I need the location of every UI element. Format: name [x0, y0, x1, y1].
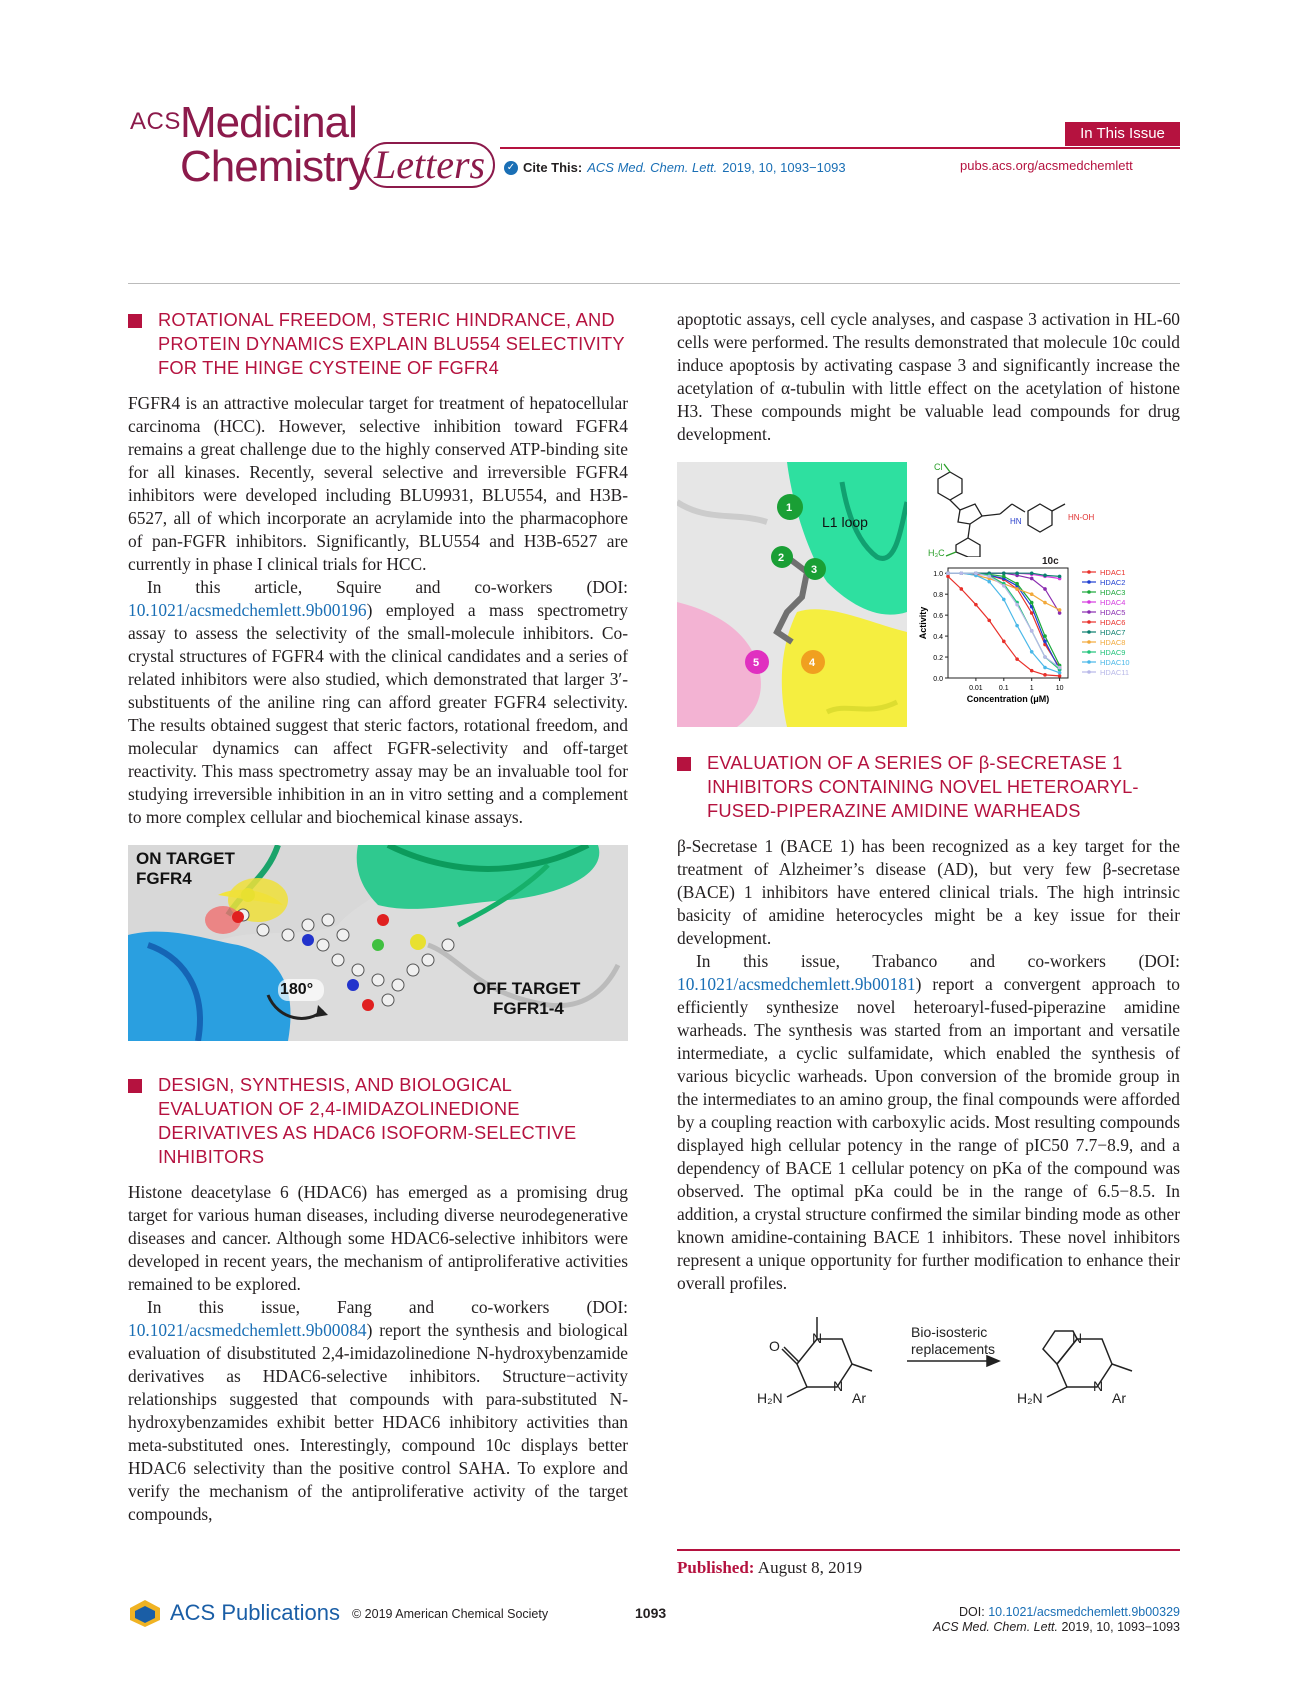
- nhoh-label: HN-OH: [1068, 513, 1095, 522]
- section3-paragraph2: In this issue, Trabanco and co-workers (DOI: 10.1021/acsmedchemlett.9b00181) report a convergent approach to efficiently synthesize novel heteroaryl-fused-piperazine amidine warheads. The synthesis was started from an important and versatile intermediate, a cyclic sulfamidate, which enabled the synthesis of various bicyclic warheads. Upon conversion of the bromide group in the intermediates to an amino group, the final compounds were afforded by a coupling reaction with carboxylic acids. Most resulting compounds displayed high cellular potency in the range of pIC50 7.7−8.9, and a dependency of BACE 1 cellular potency on pKa of the compound was observed. The optimal pKa could be in the range of 6.5−8.5. In addition, a crystal structure confirmed the similar binding mode as other known amidine-containing BACE 1 inhibitors. These novel inhibitors represent a unique opportunity for further modification to enhance their overall profiles.: [677, 951, 1180, 1293]
- legend-label-hdac10: HDAC10: [1100, 658, 1130, 667]
- section1-title: ROTATIONAL FREEDOM, STERIC HINDRANCE, AND PROTEIN DYNAMICS EXPLAIN BLU554 SELECTIVITY FOR THE HINGE CYSTEINE OF FGFR4: [158, 309, 625, 378]
- scheme-arrow-label-2: replacements: [911, 1341, 996, 1357]
- legend-label-hdac4: HDAC4: [1100, 598, 1126, 607]
- svg-text:1: 1: [786, 502, 793, 514]
- data-point-hdac10: [1015, 624, 1019, 628]
- y-tick-label: 1.0: [933, 571, 943, 579]
- data-point-hdac8: [1015, 587, 1019, 591]
- legend-marker-hdac11: [1087, 670, 1091, 674]
- journal-url[interactable]: pubs.acs.org/acsmedchemlett: [960, 158, 1133, 173]
- data-point-hdac11: [1015, 603, 1019, 607]
- data-point-hdac10: [1058, 671, 1062, 675]
- legend-marker-hdac6: [1087, 620, 1091, 624]
- published-line: [677, 1558, 862, 1578]
- scheme-h2n-2: H₂N: [1017, 1390, 1043, 1406]
- section2-paragraph2: In this issue, Fang and co-workers (DOI: 10.1021/acsmedchemlett.9b00084) report the synthesis and biological evaluation of disubstituted 2,4-imidazolinedione N-hydroxybenzamide derivatives as HDAC6-selective inhibitors. Structure−activity relationships suggested that compounds with para-substituted N-hydroxybenzamides exhibit better HDAC6 inhibitory activities than meta-substituted ones. Interestingly, compound 10c displays better HDAC6 selectivity than the positive control SAHA. To explore and verify the mechanism of the antiproliferative activity of the target compounds,: [128, 1297, 628, 1524]
- scheme-o: O: [769, 1338, 780, 1354]
- data-point-hdac8: [1058, 608, 1062, 612]
- compound-10c-structure: [920, 462, 1180, 557]
- cite-label: Cite This:: [523, 160, 583, 175]
- doi-link[interactable]: 10.1021/acsmedchemlett.9b00084: [128, 1320, 367, 1340]
- fig-angle-label: 180°: [280, 981, 314, 998]
- svg-text:5: 5: [753, 657, 760, 669]
- fgfr4-figure: [128, 845, 628, 1041]
- data-point-hdac6: [1043, 673, 1047, 677]
- journal-logo: [128, 100, 508, 200]
- data-point-hdac6: [987, 619, 991, 623]
- x-tick-label: 1: [1029, 685, 1034, 692]
- right-column: [677, 308, 1180, 1419]
- data-point-hdac11: [960, 571, 964, 575]
- x-tick-label: 0.01: [969, 685, 983, 692]
- cite-line[interactable]: [504, 160, 846, 175]
- page-number: 1093: [635, 1605, 667, 1621]
- logo-chemistry: Chemistry: [180, 142, 370, 191]
- compound-10c-label: 10c: [1042, 556, 1059, 567]
- legend-label-hdac11: HDAC11: [1100, 668, 1130, 677]
- section2-title: DESIGN, SYNTHESIS, AND BIOLOGICAL EVALUATION OF 2,4-IMIDAZOLINEDIONE DERIVATIVES AS HDAC6 ISOFORM-SELECTIVE INHIBITORS: [158, 1074, 577, 1167]
- data-point-hdac2: [1043, 640, 1047, 644]
- scheme-n1: N: [812, 1330, 823, 1346]
- h3c-label: H₃C: [928, 548, 945, 557]
- data-point-hdac1: [1030, 611, 1034, 615]
- cite-volume[interactable]: 2019, 10, 1093−1093: [722, 160, 846, 175]
- legend-marker-hdac3: [1087, 590, 1091, 594]
- footer-rule: [677, 1549, 1180, 1551]
- doi-link[interactable]: 10.1021/acsmedchemlett.9b00196: [128, 600, 367, 620]
- logo-medicinal: Medicinal: [180, 98, 357, 147]
- scheme-n3: N: [1072, 1330, 1083, 1346]
- x-tick-label: 10: [1055, 685, 1064, 692]
- fig-l1-loop-label: L1 loop: [822, 514, 868, 530]
- data-point-hdac3: [1002, 575, 1006, 579]
- data-point-hdac10: [1002, 598, 1006, 602]
- svg-text:4: 4: [809, 657, 816, 669]
- footer-doi: DOI: 10.1021/acsmedchemlett.9b00329 ACS Med. Chem. Lett. 2019, 10, 1093−1093: [932, 1605, 1180, 1634]
- data-point-hdac11: [946, 571, 950, 575]
- heading-square-icon: [128, 1079, 142, 1093]
- section3-heading: [677, 751, 1180, 823]
- x-tick-label: 0.1: [998, 685, 1009, 692]
- data-point-hdac11: [1058, 666, 1062, 670]
- data-point-hdac6: [1015, 657, 1019, 661]
- hdac6-docking-image: [677, 462, 907, 727]
- cl-label: Cl: [934, 462, 943, 472]
- hn-label: HN: [1010, 517, 1022, 526]
- data-point-hdac7: [1058, 575, 1062, 579]
- left-column: [128, 308, 628, 1526]
- series-line-hdac6: [948, 576, 1060, 676]
- hdac-figure: [677, 462, 1180, 727]
- legend-label-hdac6: HDAC6: [1100, 618, 1126, 627]
- data-point-hdac10: [987, 580, 991, 584]
- data-point-hdac5: [1030, 577, 1034, 581]
- heading-square-icon: [128, 314, 142, 328]
- data-point-hdac8: [1043, 601, 1047, 605]
- data-point-hdac6: [946, 575, 950, 579]
- section1-paragraph2: In this article, Squire and co-workers (DOI: 10.1021/acsmedchemlett.9b00196) employed a mass spectrometry assay to assess the selectivity of the small-molecule inhibitors. Co-crystal structures of FGFR4 with the clinical candidates and a series of related inhibitors were also studied, which demonstrated that larger 3′-substituents of the aniline ring can afford greater FGFR4 selectivity. The results obtained suggest that steric factors, rotational freedom, and molecular dynamics can affect FGFR-selectivity and off-target reactivity. This mass spectrometry assay may be an invaluable tool for studying irreversible inhibition in an in vitro setting and a complement to more complex cellular and biochemical kinase assays.: [128, 577, 628, 827]
- data-point-hdac7: [1030, 571, 1034, 575]
- y-tick-label: 0.8: [933, 592, 943, 600]
- section1-paragraph1: FGFR4 is an attractive molecular target for treatment of hepatocellular carcinoma (HCC). However, selective inhibition toward FGFR4 remains a great challenge due to the highly conserved ATP-binding site for all kinases. Recently, several selective and irreversible FGFR4 inhibitors were developed including BLU9931, BLU554, and H3B-6527, all of which incorporate an acrylamide into the pharmacophore of pan-FGFR inhibitors. Significantly, BLU554 and H3B-6527 are currently in phase I clinical trials for HCC.: [128, 393, 628, 574]
- data-point-hdac7: [1043, 574, 1047, 578]
- data-point-hdac10: [1030, 650, 1034, 654]
- acs-hexagon-icon: [128, 1598, 162, 1628]
- header-rule: [500, 147, 1180, 149]
- scheme-n2: N: [833, 1378, 844, 1394]
- section2-heading: [128, 1073, 628, 1169]
- fig-off-target-label: OFF TARGET FGFR1-4: [473, 979, 581, 1018]
- publisher-name: ACS Publications: [170, 1600, 340, 1625]
- data-point-hdac6: [974, 603, 978, 607]
- data-point-hdac3: [1015, 582, 1019, 586]
- data-point-hdac5: [1058, 611, 1062, 615]
- logo-letters: Letters: [364, 142, 495, 188]
- scheme-ar: Ar: [852, 1390, 866, 1406]
- legend-marker-hdac1: [1087, 570, 1091, 574]
- data-point-hdac11: [974, 571, 978, 575]
- series-line-hdac10: [948, 573, 1060, 673]
- published-label: Published:: [677, 1558, 755, 1577]
- data-point-hdac6: [1058, 674, 1062, 678]
- fig-on-target-label: ON TARGET FGFR4: [136, 849, 235, 888]
- doi-link[interactable]: 10.1021/acsmedchemlett.9b00181: [677, 974, 916, 994]
- legend-label-hdac1: HDAC1: [1100, 568, 1126, 577]
- legend-marker-hdac7: [1087, 630, 1091, 634]
- footer-doi-link[interactable]: 10.1021/acsmedchemlett.9b00329: [988, 1605, 1180, 1619]
- data-point-hdac6: [960, 587, 964, 591]
- data-point-hdac8: [1030, 592, 1034, 596]
- cite-journal[interactable]: ACS Med. Chem. Lett.: [587, 160, 718, 175]
- bioisostere-scheme-drawing: [747, 1309, 1167, 1419]
- data-point-hdac7: [1015, 571, 1019, 575]
- svg-text:3: 3: [811, 564, 818, 576]
- x-axis-label: Concentration (μM): [966, 694, 1050, 704]
- legend-marker-hdac5: [1087, 610, 1091, 614]
- data-point-hdac5: [1043, 587, 1047, 591]
- y-tick-label: 0.4: [933, 634, 943, 642]
- scheme-ar-2: Ar: [1112, 1390, 1126, 1406]
- heading-square-icon: [677, 757, 691, 771]
- y-tick-label: 0.2: [933, 655, 943, 663]
- hdac-activity-chart: [910, 562, 1180, 727]
- section2-paragraph3: apoptotic assays, cell cycle analyses, and caspase 3 activation in HL-60 cells were performed. The results demonstrated that molecule 10c could induce apoptosis by activating caspase 3 and significantly increase the acetylation of α-tubulin with little effect on the acetylation of histone H3. These compounds might be valuable lead compounds for drug development.: [677, 309, 1180, 444]
- check-icon: ✓: [504, 161, 518, 175]
- top-rule: [128, 283, 1180, 284]
- y-tick-label: 0.0: [933, 676, 943, 683]
- published-date: August 8, 2019: [757, 1558, 863, 1577]
- copyright: © 2019 American Chemical Society: [352, 1607, 549, 1621]
- section3-paragraph1: β-Secretase 1 (BACE 1) has been recognized as a key target for the treatment of Alzheimer’s disease (AD), but very few β-secretase (BACE) 1 inhibitors have entered clinical trials. The high intrinsic basicity of amidine heterocycles might be a key issue for their development.: [677, 836, 1180, 948]
- scheme-n4: N: [1093, 1378, 1104, 1394]
- legend-label-hdac8: HDAC8: [1100, 638, 1126, 647]
- bioisostere-scheme: [677, 1309, 1180, 1419]
- data-point-hdac10: [1043, 666, 1047, 670]
- legend-marker-hdac4: [1087, 600, 1091, 604]
- legend-marker-hdac9: [1087, 650, 1091, 654]
- data-point-hdac7: [1002, 571, 1006, 575]
- legend-label-hdac5: HDAC5: [1100, 608, 1126, 617]
- data-point-hdac6: [1002, 640, 1006, 644]
- svg-text:2: 2: [778, 552, 785, 564]
- data-point-hdac11: [1002, 584, 1006, 588]
- data-point-hdac11: [1043, 655, 1047, 659]
- legend-label-hdac3: HDAC3: [1100, 588, 1126, 597]
- data-point-hdac3: [1030, 601, 1034, 605]
- acs-publications-logo[interactable]: [128, 1598, 340, 1628]
- logo-acs: ACS: [130, 108, 181, 135]
- scheme-h2n: H₂N: [757, 1390, 783, 1406]
- y-tick-label: 0.6: [933, 613, 943, 621]
- data-point-hdac6: [1030, 669, 1034, 673]
- legend-label-hdac9: HDAC9: [1100, 648, 1126, 657]
- scheme-arrow-label-1: Bio-isosteric: [911, 1324, 988, 1340]
- legend-marker-hdac8: [1087, 640, 1091, 644]
- legend-label-hdac2: HDAC2: [1100, 578, 1126, 587]
- in-this-issue-badge: In This Issue: [1065, 122, 1180, 146]
- section1-heading: [128, 308, 628, 380]
- y-axis-label: Activity: [918, 606, 928, 640]
- legend-marker-hdac10: [1087, 660, 1091, 664]
- legend-label-hdac7: HDAC7: [1100, 628, 1126, 637]
- data-point-hdac11: [987, 575, 991, 579]
- section2-paragraph1: Histone deacetylase 6 (HDAC6) has emerged as a promising drug target for various human diseases, including diverse neurodegenerative diseases and cancer. Although some HDAC6-selective inhibitors were developed in recent years, the mechanism of antiproliferative activities remained to be explored.: [128, 1182, 628, 1294]
- legend-marker-hdac2: [1087, 580, 1091, 584]
- data-point-hdac3: [1043, 634, 1047, 638]
- section3-title: EVALUATION OF A SERIES OF β-SECRETASE 1 INHIBITORS CONTAINING NOVEL HETEROARYL-FUSED-PIPERAZINE AMIDINE WARHEADS: [707, 752, 1139, 821]
- data-point-hdac11: [1030, 629, 1034, 633]
